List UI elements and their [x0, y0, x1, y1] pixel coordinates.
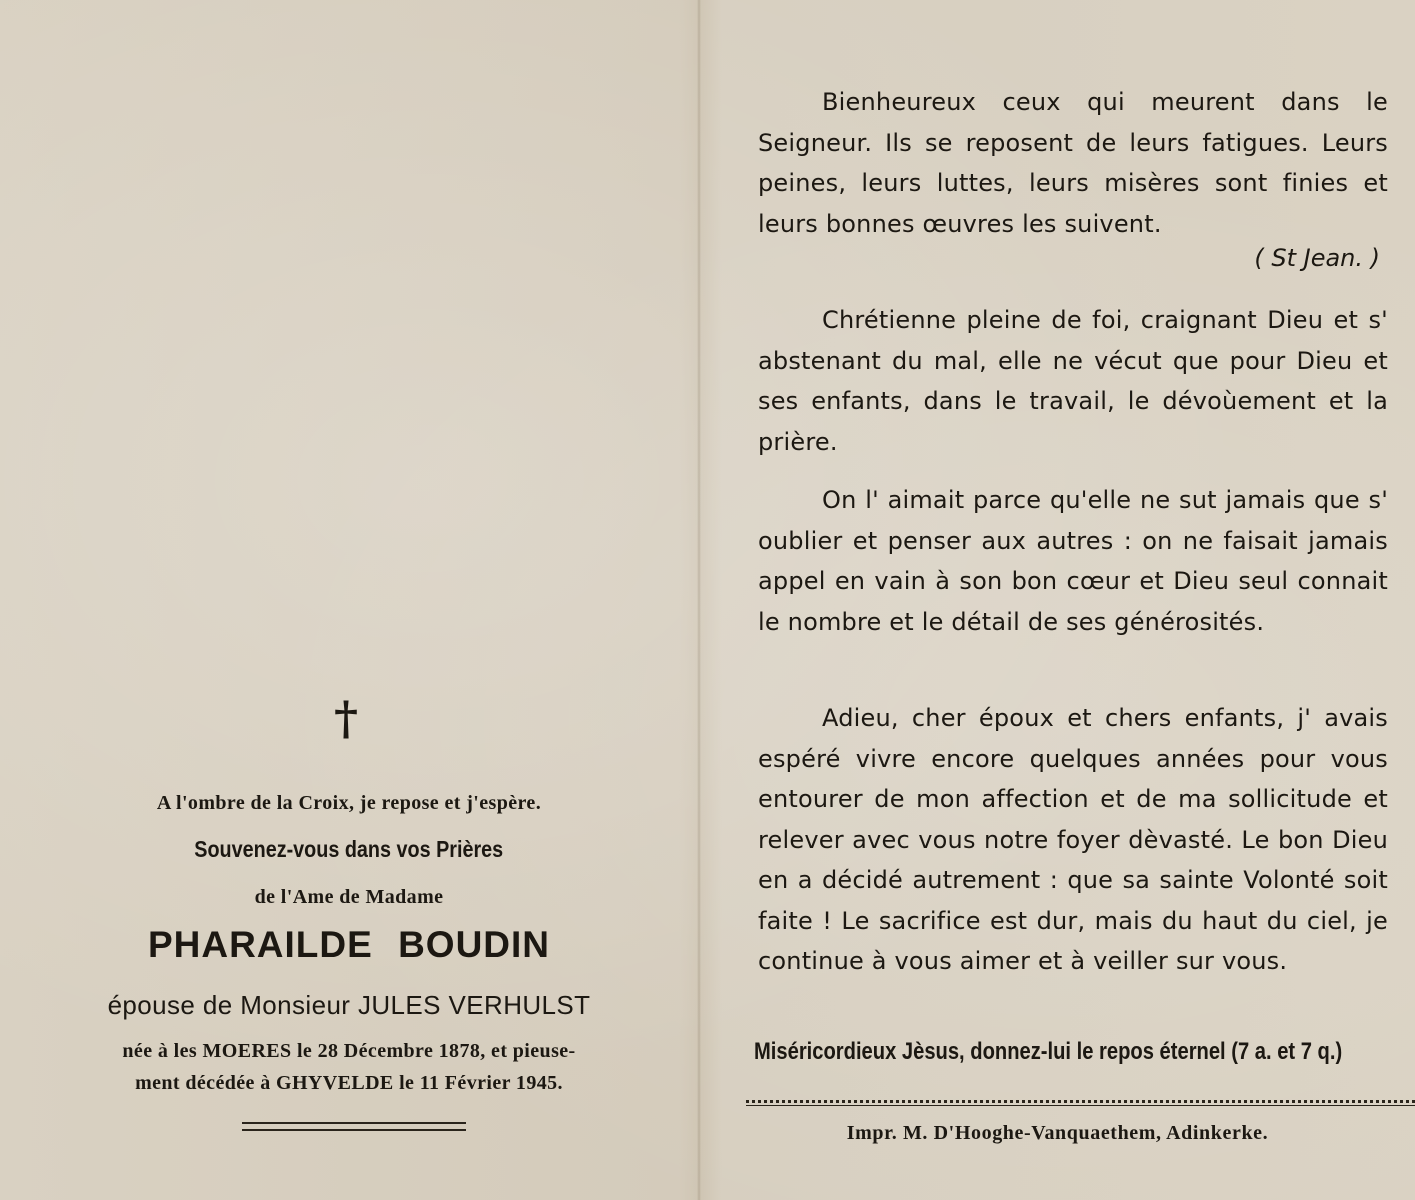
epitaph: A l'ombre de la Croix, je repose et j'espère. — [156, 792, 542, 814]
printer-credit: Impr. M. D'Hooghe-Vanquaethem, Adinkerke. — [846, 1122, 1269, 1144]
spouse-line: épouse de Monsieur JULES VERHULST — [107, 990, 591, 1020]
left-panel — [0, 0, 698, 1200]
birth-death-line-1: née à les MOERES le 28 Décembre 1878, et pieuse- — [122, 1040, 576, 1062]
soul-of-line: de l'Ame de Madame — [254, 886, 444, 908]
dotted-rule-divider — [746, 1100, 1415, 1106]
deceased-name: PHARAILDE BOUDIN — [147, 924, 551, 965]
closing-prayer: Miséricordieux Jèsus, donnez-lui le repos éternel (7 a. et 7 q.) — [754, 1038, 1343, 1065]
remember-heading: Souvenez-vous dans vos Prières — [194, 836, 504, 862]
farewell-paragraph: Adieu, cher époux et chers enfants, j' avais espéré vivre encore quelques années pour vous entourer de mon affection et de ma sollicitude et relever avec vous notre foyer dèvasté. Le bon Dieu en a décidé autrement : que sa sainte Volonté soit faite ! Le sacrifice est dur, mais du haut du ciel, je continue à vous aimer et à veiller sur vous. — [758, 704, 1388, 975]
kindness-paragraph: On l' aimait parce qu'elle ne sut jamais que s' oublier et penser aux autres : on ne faisait jamais appel en vain à son bon cœur et Dieu seul connait le nombre et le détail de ses générosités. — [758, 486, 1388, 636]
cross-icon: † — [333, 691, 359, 745]
scripture-paragraph: Bienheureux ceux qui meurent dans le Seigneur. Ils se reposent de leurs fatigues. Leurs peines, leurs luttes, leurs misères sont finies et leurs bonnes œuvres les suivent. — [758, 88, 1388, 238]
double-rule-divider — [242, 1122, 466, 1131]
scripture-attribution: ( St Jean. ) — [1254, 244, 1380, 272]
right-panel — [700, 0, 1415, 1200]
faith-paragraph: Chrétienne pleine de foi, craignant Dieu et s' abstenant du mal, elle ne vécut que pour Dieu et ses enfants, dans le travail, le dévoùement et la prière. — [758, 306, 1388, 456]
birth-death-line-2: ment décédée à GHYVELDE le 11 Février 1945. — [135, 1072, 563, 1094]
